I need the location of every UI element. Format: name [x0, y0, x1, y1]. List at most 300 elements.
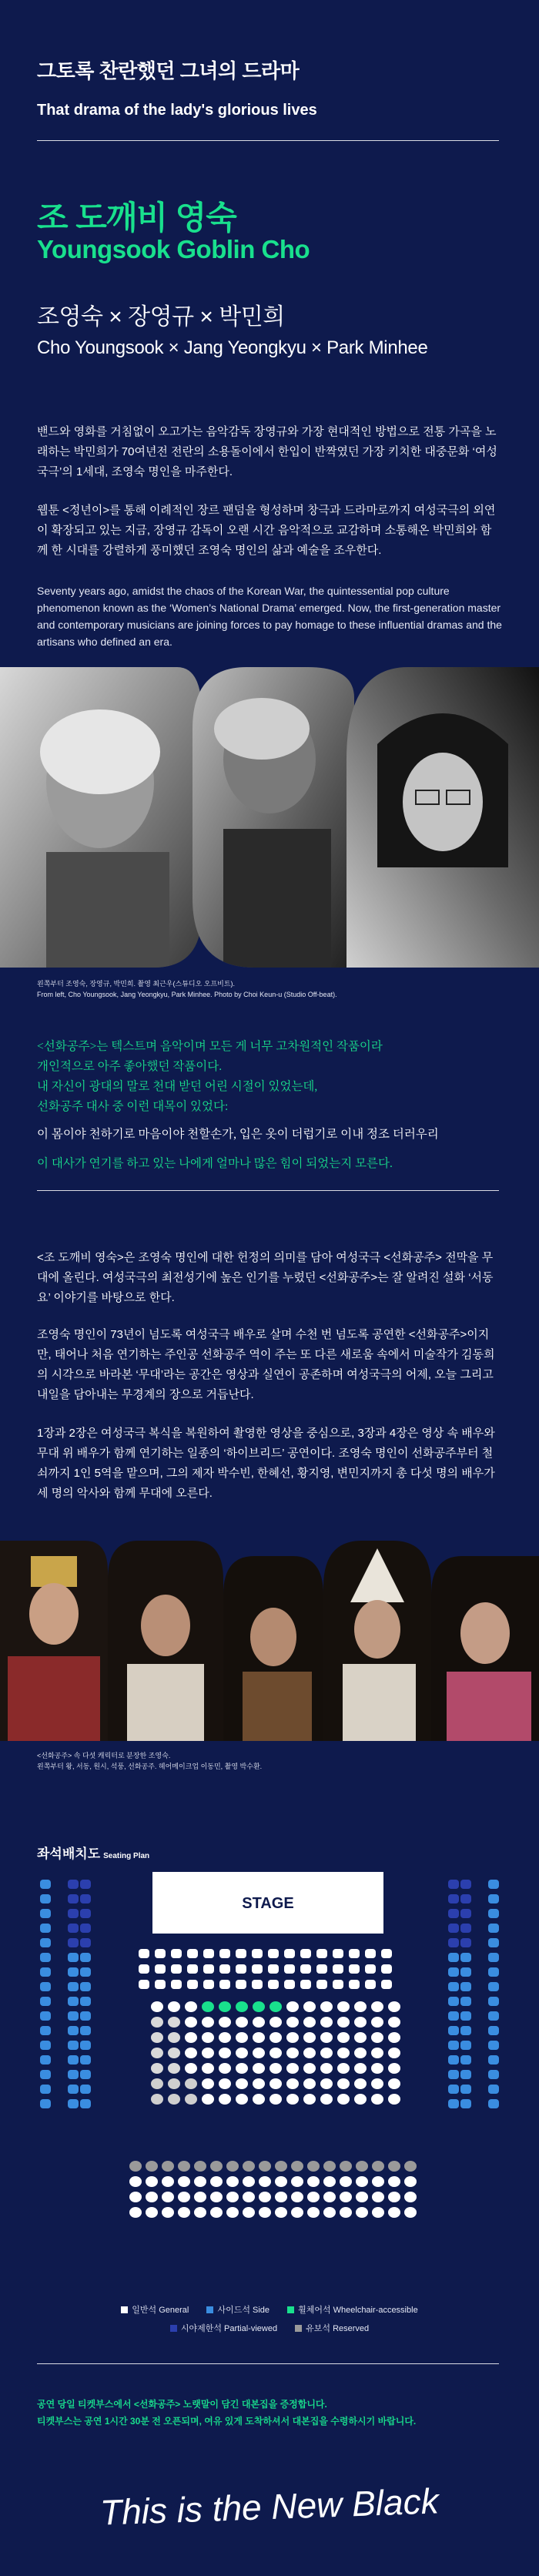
general-seat [203, 1964, 214, 1974]
general-seat [388, 2192, 400, 2202]
legend-label: 유보석 Reserved [306, 2324, 370, 2333]
photo-cho-youngsook [0, 667, 202, 968]
general-seat [320, 2063, 333, 2074]
notice [37, 2396, 502, 2430]
general-seat [178, 2207, 190, 2218]
general-seat [337, 2048, 350, 2058]
general-seat [252, 1964, 263, 1974]
general-seat [194, 2207, 206, 2218]
photo-seodong [108, 1541, 223, 1741]
side-seat [460, 2041, 471, 2050]
side-seat [80, 1953, 91, 1962]
general-seat [219, 2017, 231, 2028]
general-seat [219, 1949, 230, 1958]
general-seat [340, 2207, 352, 2218]
general-seat [303, 2017, 316, 2028]
body-paragraph-2: 조영숙 명인이 73년이 넘도록 여성국극 배우로 살며 수천 번 넘도록 공연한 <선화공주>이지만, 태어나 처음 연기하는 주인공 선화공주 역이 주는 또 다른 새로움 속에서 미술작가 김동희의 시각으로 바라본 ‘무대’라는 공간은 영상과 실연이 공존하며 여성국극의 어제, 오늘 그리고 내일을 담아내는 무경계의 장으로 거듭난다. [37, 1328, 495, 1401]
reserved-seat [356, 2161, 368, 2172]
reserved-seat [226, 2161, 239, 2172]
general-seat [337, 2078, 350, 2089]
side-seat [80, 2085, 91, 2094]
general-seat [155, 1949, 166, 1958]
legend-swatch [206, 2306, 213, 2313]
general-seat [356, 2192, 368, 2202]
general-seat [185, 2063, 197, 2074]
side-seat [68, 2026, 79, 2035]
general-seat [323, 2207, 336, 2218]
general-seat [146, 2207, 158, 2218]
general-seat [333, 1949, 343, 1958]
general-seat [162, 2207, 174, 2218]
header-title-en: That drama of the lady's glorious lives [37, 102, 317, 119]
side-seat [68, 1982, 79, 1991]
general-seat [236, 1980, 246, 1989]
side-seat [488, 2026, 499, 2035]
side-seat [40, 1924, 51, 1933]
side-seat [448, 1953, 459, 1962]
general-seat [243, 2207, 255, 2218]
general-seat [151, 2017, 163, 2028]
general-seat [168, 2094, 180, 2105]
legend-swatch [170, 2325, 177, 2332]
side-seat [80, 2055, 91, 2064]
general-seat [307, 2207, 320, 2218]
general-seat [268, 1949, 279, 1958]
general-seat [162, 2192, 174, 2202]
general-seat [151, 2063, 163, 2074]
general-seat [185, 2017, 197, 2028]
side-seat [460, 2011, 471, 2021]
side-seat [448, 2011, 459, 2021]
side-seat [40, 1997, 51, 2006]
divider [37, 1190, 499, 1191]
general-seat [356, 2176, 368, 2187]
reserved-seat [178, 2161, 190, 2172]
general-seat [202, 2078, 214, 2089]
intro-paragraph-en: Seventy years ago, amidst the chaos of the Korean War, the quintessential pop culture phenomenon known as the ‘Women’s National Drama’ emerged. Now, the first-generation master and contemporary musicians are joining forces to pay homage to these influential dramas and the artisans who defined an era. [37, 585, 502, 648]
general-seat [349, 1964, 360, 1974]
intro-paragraph-2: 웹툰 <정년이>를 통해 이례적인 장르 팬덤을 형성하며 창극과 드라마로까지 여성국극의 외연이 확장되고 있는 지금, 장영규 감독이 오랜 시간 음악적으로 교감하며 소통해온 박민희와 함께 한 시대를 강렬하게 풍미했던 조영숙 명인의 삶과 예술을 조우한다. [37, 504, 496, 557]
quote-line: 선화공주 대사 중 이런 대목이 있었다: [37, 1100, 229, 1113]
side-seat [80, 2099, 91, 2108]
cast-ko: 조영숙 × 장영규 × 박민희 [37, 304, 285, 330]
wheelchair-seat [202, 2001, 214, 2012]
general-seat [291, 2176, 303, 2187]
wheelchair-seat [270, 2001, 282, 2012]
partial-view-seat [80, 1880, 91, 1889]
general-seat [202, 2094, 214, 2105]
general-seat [171, 1949, 182, 1958]
side-seat [448, 1967, 459, 1977]
general-seat [300, 1964, 311, 1974]
general-seat [168, 2001, 180, 2012]
general-seat [307, 2192, 320, 2202]
wheelchair-seat [236, 2001, 248, 2012]
general-seat [275, 2176, 287, 2187]
general-seat [236, 2094, 248, 2105]
quote-line: 이 대사가 연기를 하고 있는 나에게 얼마나 많은 힘이 되었는지 모른다. [37, 1157, 393, 1170]
side-seat [80, 1967, 91, 1977]
side-seat [460, 2085, 471, 2094]
body-paragraph-1: <조 도깨비 영숙>은 조영숙 명인에 대한 헌정의 의미를 담아 여성국극 <선화공주> 전막을 무대에 올린다. 여성국극의 최전성기에 높은 인기를 누렸던 <선화공주>는 잘 알려진 설화 ‘서동요’ 이야기를 바탕으로 한다. [37, 1251, 494, 1304]
side-seat [40, 2011, 51, 2021]
side-seat [448, 2099, 459, 2108]
photo-princess-seonhwa [431, 1556, 539, 1741]
reserved-seat [340, 2161, 352, 2172]
general-seat [253, 2078, 265, 2089]
show-title-en: Youngsook Goblin Cho [37, 235, 310, 263]
legend-swatch [295, 2325, 302, 2332]
photo-wonsi [223, 1556, 323, 1741]
general-seat [371, 2032, 383, 2043]
general-seat [151, 2048, 163, 2058]
general-seat [388, 2017, 400, 2028]
side-seat [448, 2070, 459, 2079]
partial-view-seat [460, 1894, 471, 1903]
reserved-seat [243, 2161, 255, 2172]
side-seat [68, 1997, 79, 2006]
general-seat [320, 2048, 333, 2058]
general-seat [354, 2094, 367, 2105]
reserved-seat [291, 2161, 303, 2172]
seating-legend [0, 2303, 539, 2334]
general-seat [185, 2094, 197, 2105]
general-seat [372, 2176, 384, 2187]
reserved-seat [388, 2161, 400, 2172]
general-seat [371, 2017, 383, 2028]
general-seat [202, 2017, 214, 2028]
general-seat [320, 2001, 333, 2012]
general-seat [259, 2192, 271, 2202]
general-seat [371, 2063, 383, 2074]
divider [37, 2363, 499, 2364]
side-seat [68, 2011, 79, 2021]
general-seat [284, 1949, 295, 1958]
general-seat [236, 2032, 248, 2043]
character-caption-ko: <선화공주> 속 다섯 캐릭터로 분장한 조영숙. [37, 1752, 171, 1759]
photo-jang-yeongkyu [192, 667, 354, 968]
general-seat [371, 2001, 383, 2012]
general-seat [404, 2176, 417, 2187]
side-seat [80, 2011, 91, 2021]
general-seat [219, 1980, 230, 1989]
side-seat [448, 1982, 459, 1991]
show-title-ko: 조 도깨비 영숙 [37, 200, 236, 236]
side-seat [460, 2099, 471, 2108]
general-seat [178, 2192, 190, 2202]
seating-plan-title [37, 1843, 149, 1862]
general-seat [381, 1980, 392, 1989]
general-seat [340, 2176, 352, 2187]
side-seat [68, 2070, 79, 2079]
side-seat [40, 1938, 51, 1947]
general-seat [151, 2032, 163, 2043]
general-seat [168, 2048, 180, 2058]
side-seat [40, 2026, 51, 2035]
general-seat [236, 2078, 248, 2089]
side-seat [488, 2041, 499, 2050]
general-seat [185, 2032, 197, 2043]
general-seat [187, 1949, 198, 1958]
general-seat [151, 2001, 163, 2012]
side-seat [68, 2055, 79, 2064]
seating-map [37, 1872, 502, 2288]
general-seat [236, 1949, 246, 1958]
general-seat [354, 2001, 367, 2012]
legend-label: 휠체어석 Wheelchair-accessible [298, 2306, 418, 2315]
general-seat [252, 1949, 263, 1958]
notice-line: 공연 당일 티켓부스에서 <선화공주> 노랫말이 담긴 대본집을 증정합니다. [37, 2399, 327, 2410]
general-seat [194, 2176, 206, 2187]
quote-line: <선화공주>는 텍스트며 음악이며 모든 게 너무 고차원적인 작품이라 [37, 1040, 383, 1053]
partial-view-seat [68, 1909, 79, 1918]
general-seat [354, 2063, 367, 2074]
general-seat [372, 2192, 384, 2202]
general-seat [171, 1980, 182, 1989]
general-seat [219, 2048, 231, 2058]
general-seat [307, 2176, 320, 2187]
general-seat [275, 2207, 287, 2218]
general-seat [243, 2192, 255, 2202]
tagline-lettering [23, 2465, 516, 2550]
side-seat [488, 1909, 499, 1918]
side-seat [40, 1909, 51, 1918]
general-seat [185, 2048, 197, 2058]
general-seat [146, 2192, 158, 2202]
wheelchair-seat [219, 2001, 231, 2012]
general-seat [320, 2078, 333, 2089]
side-seat [488, 1880, 499, 1889]
general-seat [286, 2078, 299, 2089]
general-seat [286, 2001, 299, 2012]
tagline-text: This is the New Black [99, 2480, 440, 2533]
partial-view-seat [68, 1924, 79, 1933]
character-photos [0, 1541, 539, 1741]
body-paragraph-3: 1장과 2장은 여성국극 복식을 복원하여 촬영한 영상을 중심으로, 3장과 4장은 영상 속 배우와 무대 위 배우가 함께 연기하는 일종의 ‘하이브리드’ 공연이다. 조영숙 명인이 선화공주부터 철쇠까지 1인 5역을 맡으며, 그의 제자 박수빈, 한혜선, 황지영, 변민지까지 총 다섯 명의 배우가 세 명의 악사와 함께 무대에 오른다. [37, 1427, 495, 1500]
photo-caption-en: From left, Cho Youngsook, Jang Yeongkyu, Park Minhee. Photo by Choi Keun-u (Studio Off-beat). [37, 991, 337, 998]
wheelchair-seat [253, 2001, 265, 2012]
side-seat [68, 2041, 79, 2050]
general-seat [365, 1980, 376, 1989]
general-seat [284, 1964, 295, 1974]
general-seat [243, 2176, 255, 2187]
partial-view-seat [80, 1924, 91, 1933]
legend-general [121, 2303, 189, 2316]
photo-seokpung [323, 1541, 431, 1741]
side-seat [488, 1982, 499, 1991]
side-seat [488, 2085, 499, 2094]
side-seat [488, 1953, 499, 1962]
side-seat [448, 1997, 459, 2006]
general-seat [275, 2192, 287, 2202]
side-seat [460, 1953, 471, 1962]
side-seat [488, 2070, 499, 2079]
general-seat [303, 2063, 316, 2074]
general-seat [354, 2078, 367, 2089]
general-seat [323, 2176, 336, 2187]
general-seat [252, 1980, 263, 1989]
character-caption-en: 왼쪽부터 왕, 서동, 원시, 석풍, 선화공주. 헤어메이크업 이동민, 촬영 박수환. [37, 1763, 263, 1770]
side-seat [40, 1982, 51, 1991]
reserved-seat [404, 2161, 417, 2172]
general-seat [259, 2176, 271, 2187]
general-seat [259, 2207, 271, 2218]
general-seat [337, 2001, 350, 2012]
general-seat [210, 2207, 223, 2218]
portrait-photos [0, 667, 539, 968]
seating-title-ko: 좌석배치도 [37, 1846, 101, 1861]
general-seat [129, 2207, 142, 2218]
general-seat [210, 2176, 223, 2187]
general-seat [202, 2032, 214, 2043]
general-seat [270, 2032, 282, 2043]
divider [37, 140, 499, 141]
reserved-seat [323, 2161, 336, 2172]
general-seat [226, 2176, 239, 2187]
general-seat [168, 2063, 180, 2074]
legend-side [206, 2303, 270, 2316]
legend-swatch [121, 2306, 128, 2313]
general-seat [320, 2094, 333, 2105]
general-seat [270, 2017, 282, 2028]
general-seat [316, 1964, 327, 1974]
reserved-seat [194, 2161, 206, 2172]
side-seat [448, 2085, 459, 2094]
general-seat [286, 2063, 299, 2074]
general-seat [226, 2192, 239, 2202]
general-seat [320, 2032, 333, 2043]
side-seat [40, 2041, 51, 2050]
quote-verse: 이 몸이야 천하기로 마음이야 천할손가, 입은 옷이 더럽기로 이내 정조 더러우리 [37, 1128, 439, 1141]
general-seat [151, 2094, 163, 2105]
general-seat [194, 2192, 206, 2202]
general-seat [303, 2032, 316, 2043]
general-seat [129, 2192, 142, 2202]
general-seat [286, 2032, 299, 2043]
general-seat [300, 1980, 311, 1989]
general-seat [270, 2063, 282, 2074]
general-seat [171, 1964, 182, 1974]
seating-title-en: Seating Plan [103, 1852, 150, 1860]
general-seat [337, 2063, 350, 2074]
general-seat [268, 1964, 279, 1974]
general-seat [388, 2207, 400, 2218]
partial-view-seat [80, 1938, 91, 1947]
general-seat [356, 2207, 368, 2218]
partial-view-seat [448, 1894, 459, 1903]
general-seat [388, 2094, 400, 2105]
general-seat [139, 1949, 149, 1958]
reserved-seat [259, 2161, 271, 2172]
photo-king [0, 1541, 108, 1741]
partial-view-seat [80, 1909, 91, 1918]
stage-label: STAGE [242, 1895, 294, 1912]
general-seat [316, 1949, 327, 1958]
side-seat [460, 1982, 471, 1991]
side-seat [488, 1997, 499, 2006]
general-seat [155, 1980, 166, 1989]
general-seat [371, 2048, 383, 2058]
side-seat [488, 1924, 499, 1933]
general-seat [337, 2094, 350, 2105]
general-seat [219, 2063, 231, 2074]
side-seat [40, 1953, 51, 1962]
general-seat [203, 1980, 214, 1989]
general-seat [236, 2048, 248, 2058]
side-seat [40, 2099, 51, 2108]
reserved-seat [129, 2161, 142, 2172]
general-seat [253, 2063, 265, 2074]
general-seat [219, 1964, 230, 1974]
general-seat [202, 2048, 214, 2058]
general-seat [139, 1980, 149, 1989]
side-seat [80, 2026, 91, 2035]
cast-en: Cho Youngsook × Jang Yeongkyu × Park Minhee [37, 337, 428, 358]
general-seat [316, 1980, 327, 1989]
quote-line: 개인적으로 아주 좋아했던 작품이다. [37, 1060, 223, 1073]
partial-view-seat [460, 1938, 471, 1947]
legend-reserved [295, 2322, 369, 2334]
side-seat [448, 2026, 459, 2035]
general-seat [185, 2001, 197, 2012]
side-seat [448, 2055, 459, 2064]
general-seat [354, 2017, 367, 2028]
side-seat [488, 2055, 499, 2064]
general-seat [226, 2207, 239, 2218]
general-seat [404, 2207, 417, 2218]
general-seat [219, 2094, 231, 2105]
general-seat [270, 2078, 282, 2089]
general-seat [185, 2078, 197, 2089]
partial-view-seat [68, 1894, 79, 1903]
general-seat [372, 2207, 384, 2218]
general-seat [333, 1964, 343, 1974]
side-seat [488, 1894, 499, 1903]
general-seat [168, 2032, 180, 2043]
general-seat [349, 1949, 360, 1958]
general-seat [270, 2048, 282, 2058]
general-seat [388, 2001, 400, 2012]
general-seat [354, 2048, 367, 2058]
quote-line: 내 자신이 광대의 말로 천대 받던 어린 시절이 있었는데, [37, 1080, 318, 1093]
reserved-seat [275, 2161, 287, 2172]
general-seat [371, 2078, 383, 2089]
intro-paragraph-1: 밴드와 영화를 거침없이 오고가는 음악감독 장영규와 가장 현대적인 방법으로 전통 가곡을 노래하는 박민희가 70여년전 전란의 소용돌이에서 한입이 반짝였던 가장 키치한 대중문화 ‘여성국극’의 1세대, 조영숙 명인을 마주한다. [37, 425, 497, 478]
general-seat [268, 1980, 279, 1989]
general-seat [151, 2078, 163, 2089]
general-seat [365, 1964, 376, 1974]
general-seat [303, 2078, 316, 2089]
general-seat [337, 2032, 350, 2043]
general-seat [323, 2192, 336, 2202]
general-seat [236, 1964, 246, 1974]
general-seat [381, 1964, 392, 1974]
general-seat [354, 2032, 367, 2043]
general-seat [202, 2063, 214, 2074]
general-seat [388, 2176, 400, 2187]
general-seat [291, 2192, 303, 2202]
general-seat [253, 2032, 265, 2043]
side-seat [68, 2085, 79, 2094]
legend-label: 시야제한석 Partial-viewed [180, 2324, 278, 2333]
general-seat [303, 2001, 316, 2012]
side-seat [80, 2041, 91, 2050]
general-seat [210, 2192, 223, 2202]
reserved-seat [162, 2161, 174, 2172]
general-seat [381, 1949, 392, 1958]
general-seat [270, 2094, 282, 2105]
general-seat [253, 2048, 265, 2058]
